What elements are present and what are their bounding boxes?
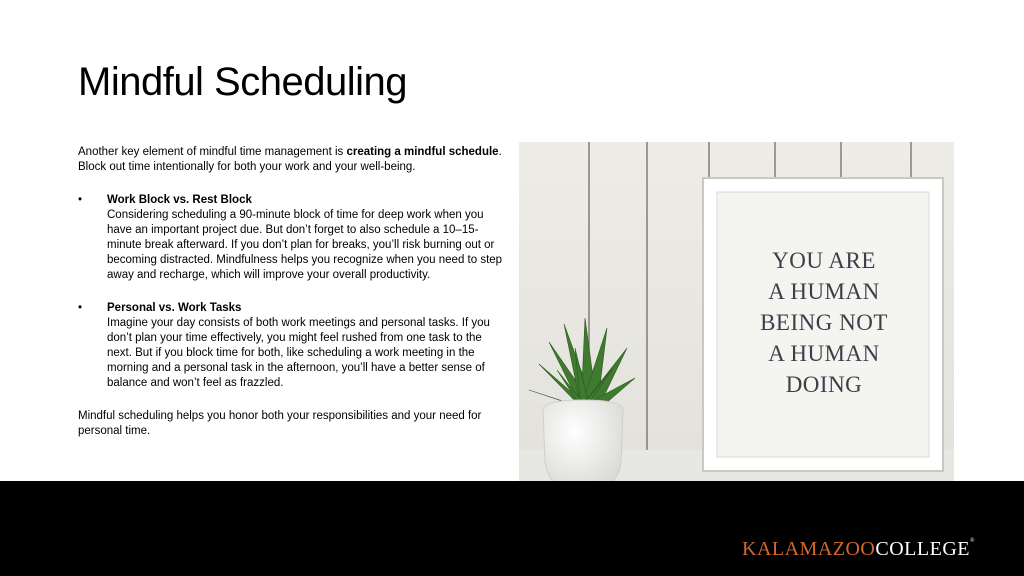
bullet-body: Considering scheduling a 90-minute block of time for deep work when you have an important project due. But don’t forget to also schedule a 10–15-minute break afterward. If you don’t plan for breaks, you’ll risk burning out or becoming distracted. Mindfulness helps you recognize when you need to step away and recharge, which will improve your overall productivity. (107, 209, 503, 281)
college-logo: KALAMAZOOCOLLEGE® (742, 538, 976, 560)
poster-line-4: A HUMAN (768, 341, 880, 366)
bullet-body: Imagine your day consists of both work meetings and personal tasks. If you don’t plan your time effectively, you might feel rushed from one task to the next. But if you block time for both, like scheduling a work meeting in the morning and a personal task in the afternoon, you’ll have a better sense of balance and won’t feel as frazzled. (107, 317, 490, 389)
footer-bar (0, 481, 1024, 576)
bullet-work-block (78, 193, 503, 283)
bullet-heading: Work Block vs. Rest Block (107, 194, 252, 206)
outro-paragraph: Mindful scheduling helps you honor both your responsibilities and your need for personal time. (78, 410, 482, 437)
slide-title: Mindful Scheduling (78, 60, 407, 104)
poster-photo-illustration (519, 142, 954, 508)
intro-paragraph: Another key element of mindful time management is creating a mindful schedule. Block out time intentionally for both your work and your well-being. (78, 146, 502, 173)
bullet-personal-tasks (78, 301, 503, 391)
poster-photo (519, 142, 954, 508)
bullet-marker: • (78, 302, 83, 314)
poster-line-2: A HUMAN (768, 279, 880, 304)
poster-line-3: BEING NOT (760, 310, 888, 335)
bullet-heading: Personal vs. Work Tasks (107, 302, 242, 314)
slide-body (78, 145, 503, 439)
intro-emphasis: creating a mindful schedule (346, 146, 499, 158)
bullet-marker: • (78, 194, 83, 206)
poster-line-5: DOING (785, 372, 863, 397)
poster-line-1: YOU ARE (772, 248, 876, 273)
